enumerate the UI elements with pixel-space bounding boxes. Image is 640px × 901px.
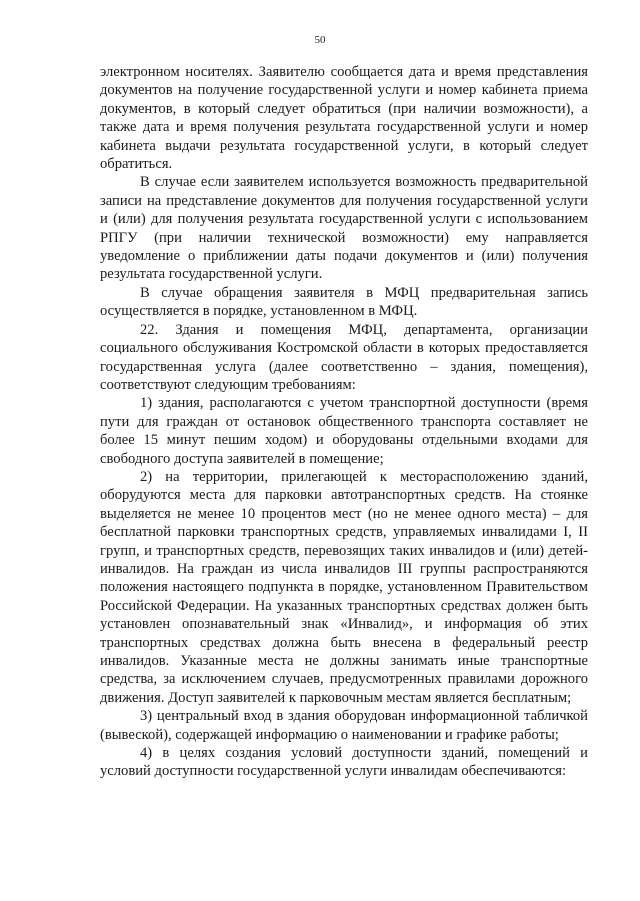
paragraph-continuation: электронном носителях. Заявителю сообщается дата и время представления документов на получение государственной услуги и номер кабинета приема документов, в который следует обратиться (при наличии возможности), а также дата и время получения результата государственной услуги и номер кабинета выдачи результата государственной услуги, в который следует обратиться. [100,64,588,173]
paragraph-item-22: 22. Здания и помещения МФЦ, департамента, организации социального обслуживания Костромской области в которых предоставляется государственная услуга (далее соответственно – здания, помещения), соответствуют следующим требованиям: [100,321,588,393]
paragraph-subitem-1: 1) здания, располагаются с учетом транспортной доступности (время пути для граждан от остановок общественного транспорта составляет не более 15 минут пешим ходом) и оборудованы отдельными входами для свободного доступа заявителей в помещение; [100,395,588,467]
paragraph-subitem-3: 3) центральный вход в здания оборудован информационной табличкой (вывеской), содержащей информацию о наименовании и графике работы; [100,708,588,743]
page-number: 50 [314,34,326,46]
paragraph-subitem-2: 2) на территории, прилегающей к месторасположению зданий, оборудуются места для парковки автотранспортных средств. На стоянке выделяется не менее 10 процентов мест (но не менее одного места) – для бесплатной парковки транспортных средств, управляемых инвалидами I, II групп, и транспортных средств, перевозящих таких инвалидов и (или) детей-инвалидов. На граждан из числа инвалидов III группы распространяются положения настоящего подпункта в порядке, установленном Правительством Российской Федерации. На указанных транспортных средствах должен быть установлен опознавательный знак «Инвалид», и информация об этих транспортных средствах должна быть внесена в федеральный реестр инвалидов. Указанные места не должны занимать иные транспортные средства, за исключением случаев, предусмотренных правилами дорожного движения. Доступ заявителей к парковочным местам является бесплатным; [100,468,588,706]
document-body [100,63,588,781]
paragraph-mfc-record: В случае обращения заявителя в МФЦ предварительная запись осуществляется в порядке, установленном в МФЦ. [100,284,588,320]
paragraph-preliminary-record: В случае если заявителем используется возможность предварительной записи на представление документов для получения государственной услуги и (или) для получения результата государственной услуги с использованием РПГУ (при наличии технической возможности) ему направляется уведомление о приближении даты подачи документов и (или) получения результата государственной услуги. [100,174,588,283]
paragraph-subitem-4: 4) в целях создания условий доступности зданий, помещений и условий доступности государственной услуги инвалидам обеспечиваются: [100,745,588,780]
